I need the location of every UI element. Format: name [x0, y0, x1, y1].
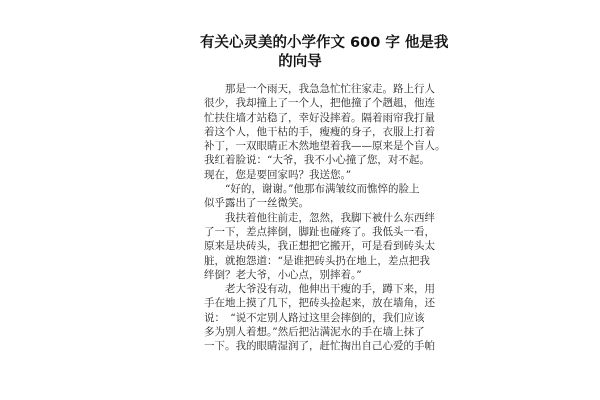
body-line: 绊倒？老大爷，小心点，别摔着。” [204, 268, 362, 281]
body-line: 很少，我却撞上了一个人，把他撞了个趔趄，他连 [204, 97, 435, 110]
body-line: 补丁，一双眼睛正木然地望着我——原来是个盲人。 [204, 140, 446, 153]
body-line: 忙扶住墙才站稳了，幸好没摔着。隔着雨帘我打量 [204, 111, 435, 124]
article-title-line: 有关心灵美的小学作文 600 字 他是我 [200, 35, 449, 51]
article-body [204, 82, 446, 354]
body-line: 一下。我的眼睛湿润了，赶忙掏出自己心爱的手帕 [204, 340, 435, 353]
body-line: 手在地上摸了几下，把砖头捡起来，放在墙角，还 [204, 297, 435, 310]
body-line: 原来是块砖头，我正想把它搬开，可是看到砖头太 [204, 240, 435, 253]
body-line: 了一下，差点摔倒，脚趾也碰疼了。我低头一看， [204, 225, 435, 238]
article-title [200, 34, 449, 72]
body-line: 着这个人，他干枯的手，瘦瘦的身子，衣服上打着 [204, 125, 435, 138]
body-line: 多为别人着想。”然后把沾满泥水的手在墙上抹了 [204, 326, 425, 339]
body-line: 那是一个雨天，我急急忙忙往家走。路上行人 [204, 83, 435, 95]
body-line: 我红着脸说：“大爷，我不小心撞了您，对不起。 [204, 154, 430, 167]
body-line: 现在，您是要回家吗？我送您。” [204, 168, 352, 181]
body-line: 似乎露出了一丝微笑。 [204, 197, 309, 210]
body-line: “好的，谢谢。”他那布满皱纹而憔悴的脸上 [204, 183, 420, 196]
body-line: 我扶着他往前走，忽然，我脚下被什么东西绊 [204, 211, 435, 224]
article-title-line: 的向导 [278, 54, 322, 70]
body-line: 脏，就抱怨道：“是谁把砖头扔在地上，差点把我 [204, 254, 430, 267]
body-line: 说： “说不定别人路过这里会摔倒的，我们应该 [204, 311, 425, 324]
body-line: 老大爷没有动，他伸出干瘦的手，蹲下来，用 [204, 283, 435, 296]
